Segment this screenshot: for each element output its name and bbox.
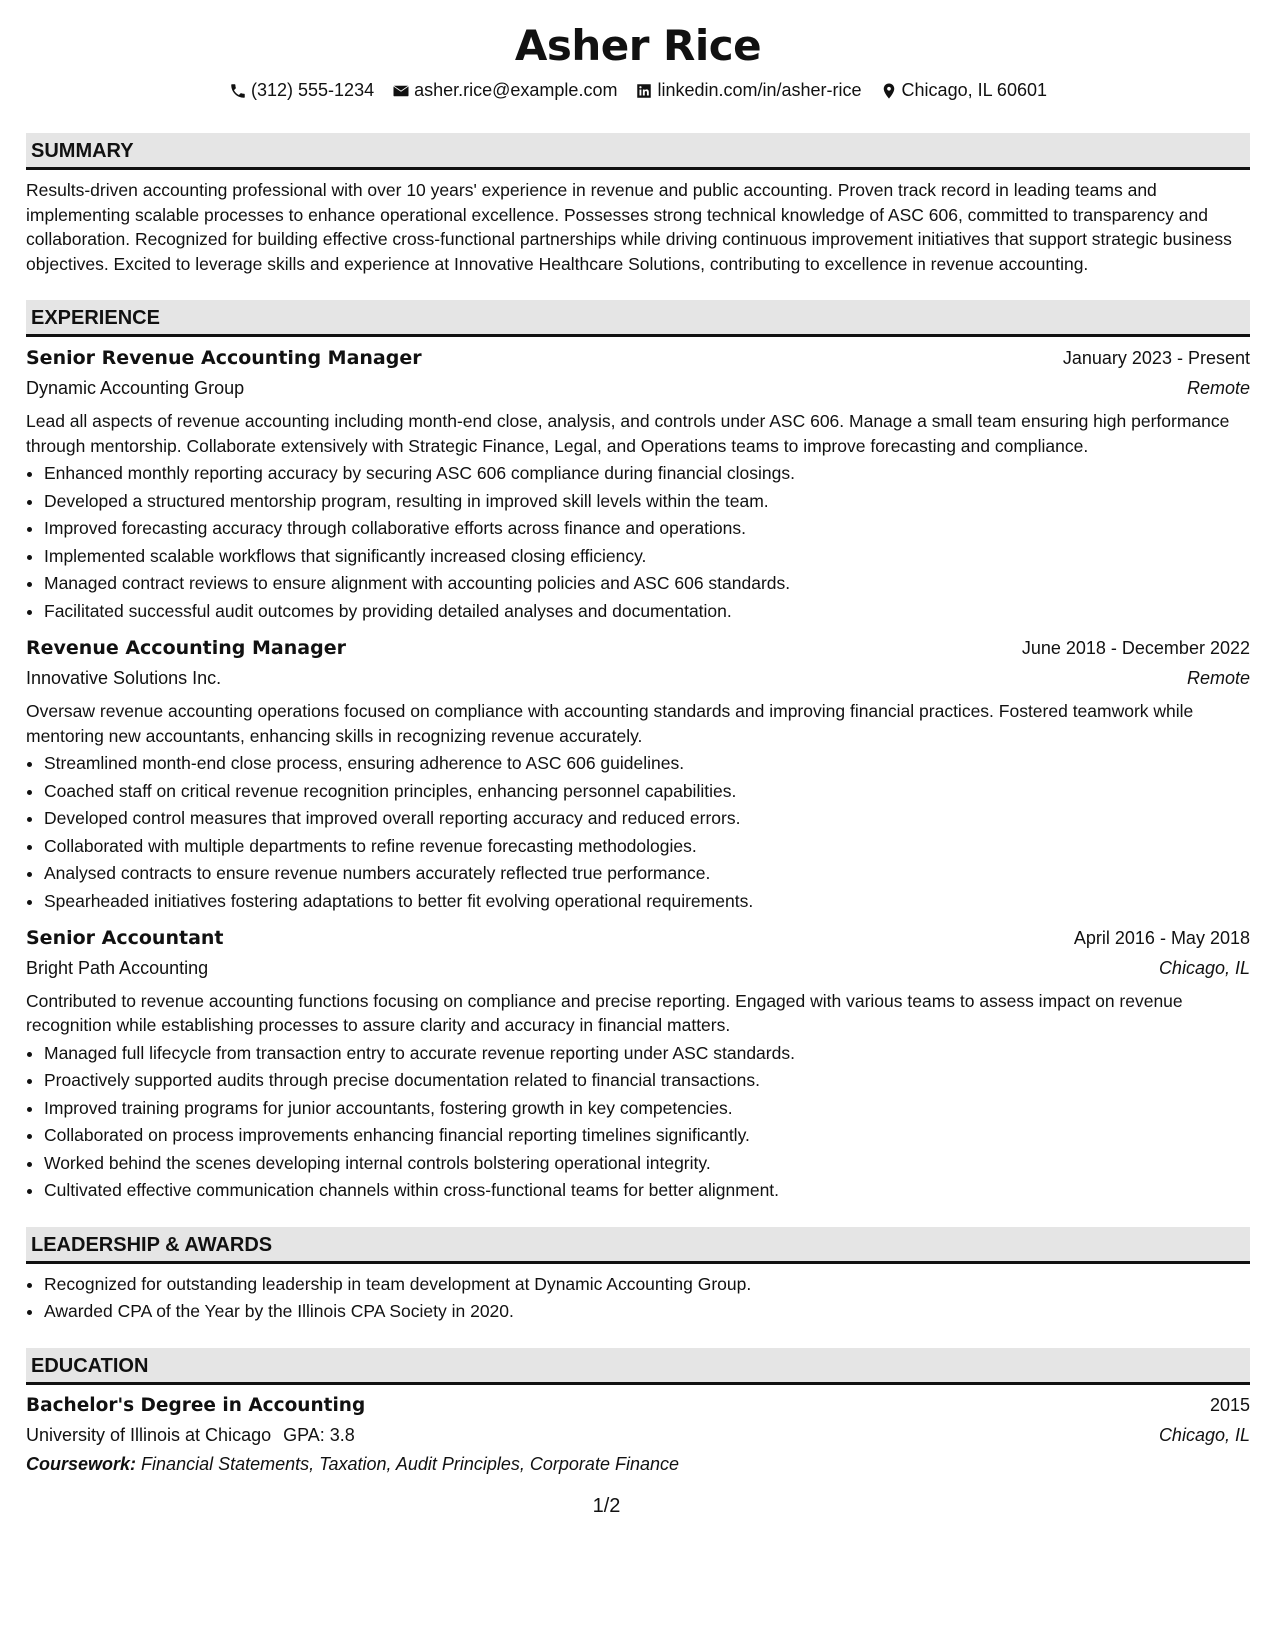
list-item: • Enhanced monthly reporting accuracy by securing ASC 606 compliance during financial closings. bbox=[44, 461, 1250, 486]
list-item: • Improved training programs for junior accountants, fostering growth in key competencies. bbox=[44, 1096, 1250, 1121]
contact-location bbox=[880, 78, 1047, 103]
summary-text: Results-driven accounting professional with over 10 years' experience in revenue and public accounting. Proven track record in leading teams and implementing scalable processes to enhance operational excellence. Possesses strong technical knowledge of ASC 606, committed to transparency and collaboration. Recognized for building effective cross-functional partnerships while driving continuous improvement initiatives that support strategic business objectives. Excited to leverage skills and experience at Innovative Healthcare Solutions, contributing to excellence in revenue accounting. bbox=[26, 180, 1232, 274]
resume-page bbox=[26, 22, 1250, 1477]
list-item: • Developed control measures that improved overall reporting accuracy and reduced errors. bbox=[44, 806, 1250, 831]
job-title: Senior Accountant bbox=[26, 927, 224, 950]
contact-bar bbox=[26, 78, 1250, 103]
job-location: Chicago, IL bbox=[1158, 957, 1250, 978]
school-info bbox=[26, 1423, 355, 1448]
job-description: Contributed to revenue accounting functions focusing on compliance and precise reporting. Engaged with various teams to assess impact on revenue recognition while establishing processes to assure clarity and accuracy in financial matters. bbox=[26, 990, 1183, 1036]
list-item: • Managed contract reviews to ensure alignment with accounting policies and ASC 606 standards. bbox=[44, 571, 1250, 596]
coursework-label: Coursework: bbox=[26, 1453, 137, 1474]
contact-linkedin[interactable] bbox=[635, 78, 861, 103]
job-dates: January 2023 - Present bbox=[1062, 348, 1250, 369]
list-item: • Collaborated on process improvements enhancing financial reporting timelines significantly. bbox=[44, 1123, 1250, 1148]
job-location: Remote bbox=[1186, 667, 1250, 688]
job-entry bbox=[26, 925, 1250, 1203]
section-header-summary: SUMMARY bbox=[26, 133, 1250, 170]
list-item: • Developed a structured mentorship program, resulting in improved skill levels within the team. bbox=[44, 489, 1250, 514]
list-item: • Cultivated effective communication channels within cross-functional teams for better alignment. bbox=[44, 1178, 1250, 1203]
job-entry bbox=[26, 635, 1250, 913]
contact-phone bbox=[229, 78, 374, 103]
list-item: • Proactively supported audits through precise documentation related to financial transactions. bbox=[44, 1068, 1250, 1093]
job-description: Lead all aspects of revenue accounting including month-end close, analysis, and controls under ASC 606. Manage a small team ensuring high performance through mentorship. Collaborate extensively with Strategic Finance, Legal, and Operations teams to improve forecasting and compliance. bbox=[26, 411, 1230, 456]
list-item: • Streamlined month-end close process, ensuring adherence to ASC 606 guidelines. bbox=[44, 751, 1250, 776]
job-company: Innovative Solutions Inc. bbox=[26, 667, 222, 688]
list-item: • Analysed contracts to ensure revenue numbers accurately reflected true performance. bbox=[44, 861, 1250, 886]
education-entry bbox=[26, 1393, 1250, 1477]
candidate-name: Asher Rice bbox=[514, 21, 762, 70]
graduation-year: 2015 bbox=[1209, 1394, 1250, 1415]
page-number: 1/2 bbox=[592, 1495, 621, 1517]
job-company: Bright Path Accounting bbox=[26, 957, 209, 978]
phone-text: (312) 555-1234 bbox=[251, 80, 375, 101]
job-title: Revenue Accounting Manager bbox=[26, 637, 346, 660]
list-item: • Worked behind the scenes developing internal controls bolstering operational integrity. bbox=[44, 1151, 1250, 1176]
job-title: Senior Revenue Accounting Manager bbox=[26, 347, 422, 370]
list-item: • Improved forecasting accuracy through collaborative efforts across finance and operations. bbox=[44, 516, 1250, 541]
leadership-list bbox=[26, 1272, 1250, 1324]
school-location: Chicago, IL bbox=[1158, 1424, 1250, 1445]
degree-title: Bachelor's Degree in Accounting bbox=[26, 1394, 366, 1416]
linkedin-link[interactable]: linkedin.com/in/asher-rice bbox=[657, 80, 862, 101]
list-item: • Coached staff on critical revenue recognition principles, enhancing personnel capabilities. bbox=[44, 779, 1250, 804]
job-bullets bbox=[26, 461, 1250, 623]
location-text: Chicago, IL 60601 bbox=[901, 80, 1047, 101]
coursework bbox=[26, 1452, 1250, 1477]
job-company: Dynamic Accounting Group bbox=[26, 378, 245, 399]
job-location: Remote bbox=[1186, 378, 1250, 399]
school-name: University of Illinois at Chicago bbox=[26, 1424, 272, 1445]
job-bullets bbox=[26, 1041, 1250, 1203]
job-bullets bbox=[26, 751, 1250, 913]
job-description: Oversaw revenue accounting operations focused on compliance with accounting standards and improving financial practices. Fostered teamwork while mentoring new accountants, enhancing skills in recognizing revenue accurately. bbox=[26, 701, 1194, 746]
section-header-education: EDUCATION bbox=[26, 1348, 1250, 1385]
map-pin-icon bbox=[880, 82, 898, 100]
section-header-experience: EXPERIENCE bbox=[26, 300, 1250, 337]
list-item: • Facilitated successful audit outcomes by providing detailed analyses and documentation. bbox=[44, 599, 1250, 624]
job-dates: April 2016 - May 2018 bbox=[1073, 928, 1250, 949]
list-item: • Collaborated with multiple departments to refine revenue forecasting methodologies. bbox=[44, 834, 1250, 859]
section-header-leadership: LEADERSHIP & AWARDS bbox=[26, 1227, 1250, 1264]
list-item: • Awarded CPA of the Year by the Illinois CPA Society in 2020. bbox=[44, 1299, 1250, 1324]
contact-email[interactable] bbox=[392, 78, 617, 103]
job-entry bbox=[26, 345, 1250, 623]
list-item: • Recognized for outstanding leadership in team development at Dynamic Accounting Group. bbox=[44, 1272, 1250, 1297]
gpa: GPA: 3.8 bbox=[283, 1424, 355, 1445]
linkedin-icon bbox=[635, 82, 653, 100]
email-link[interactable]: asher.rice@example.com bbox=[414, 80, 618, 101]
list-item: • Spearheaded initiatives fostering adaptations to better fit evolving operational requirements. bbox=[44, 889, 1250, 914]
envelope-icon bbox=[392, 82, 410, 100]
phone-icon bbox=[229, 82, 247, 100]
coursework-list: Financial Statements, Taxation, Audit Principles, Corporate Finance bbox=[141, 1453, 679, 1474]
list-item: • Managed full lifecycle from transaction entry to accurate revenue reporting under ASC standards. bbox=[44, 1041, 1250, 1066]
list-item: • Implemented scalable workflows that significantly increased closing efficiency. bbox=[44, 544, 1250, 569]
job-dates: June 2018 - December 2022 bbox=[1021, 638, 1250, 659]
